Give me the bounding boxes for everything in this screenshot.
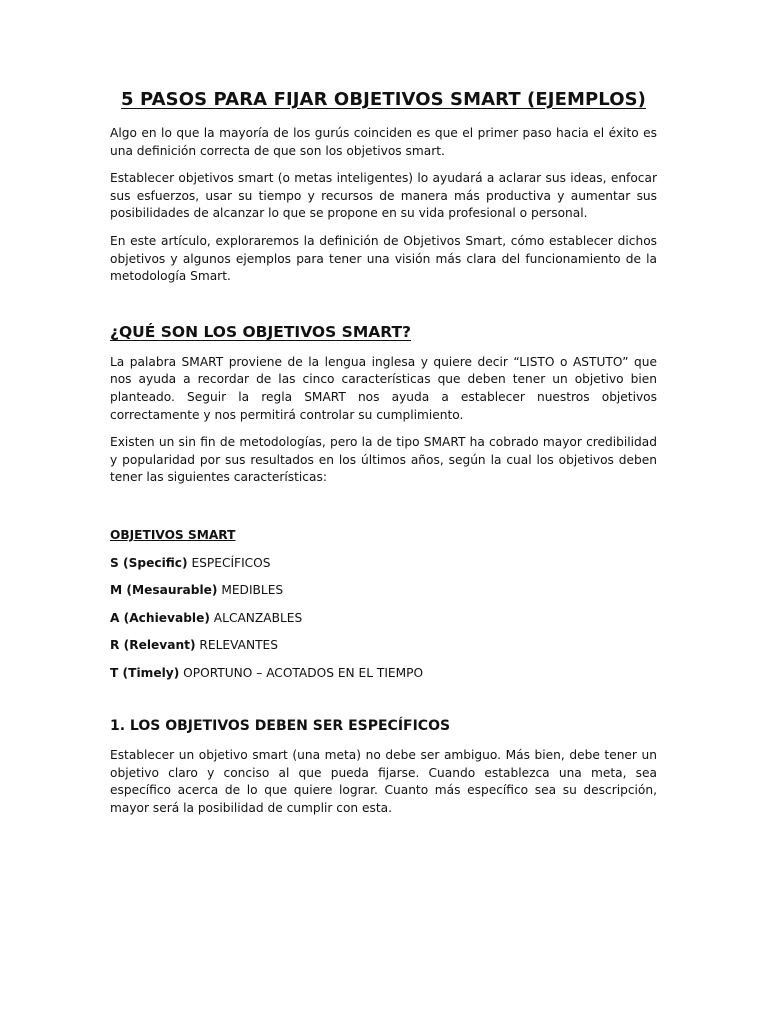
smart-item-value: OPORTUNO – ACOTADOS EN EL TIEMPO	[179, 665, 424, 680]
smart-item-value: ALCANZABLES	[209, 610, 303, 625]
smart-item-key: M (Mesaurable)	[110, 583, 218, 598]
smart-item-m	[110, 582, 657, 599]
smart-item-key: A (Achievable)	[110, 610, 210, 625]
intro-paragraph-3: En este artículo, exploraremos la definición de Objetivos Smart, cómo establecer dichos objetivos y algunos ejemplos para tener una visión más clara del funcionamiento de la metodología Smart.	[110, 233, 657, 284]
smart-list-heading: OBJETIVOS SMART	[110, 527, 236, 542]
intro-paragraph-1: Algo en lo que la mayoría de los gurús coinciden es que el primer paso hacia el éxito es una definición correcta de que son los objetivos smart.	[110, 126, 657, 158]
smart-item-r	[110, 637, 657, 654]
smart-item-value: MEDIBLES	[217, 583, 284, 598]
section1-paragraph-2: Existen un sin fin de metodologías, pero la de tipo SMART ha cobrado mayor credibilidad y popularidad por sus resultados en los últimos años, según la cual los objetivos deben tener las siguientes características:	[110, 435, 657, 485]
smart-item-key: S (Specific)	[110, 555, 188, 570]
smart-item-s	[110, 555, 657, 572]
section-heading-specific: 1. LOS OBJETIVOS DEBEN SER ESPECÍFICOS	[110, 717, 451, 734]
section2-paragraph: Establecer un objetivo smart (una meta) no debe ser ambiguo. Más bien, debe tener un objetivo claro y conciso al que pueda fijarse. Cuando establezca una meta, sea específico acerca de lo que quiere lograr. Cuanto más específico sea su descripción, mayor será la posibilidad de cumplir con esta.	[110, 747, 657, 815]
section1-paragraph-1: La palabra SMART proviene de la lengua inglesa y quiere decir “LISTO o ASTUTO” que nos ayuda a recordar de las cinco características que deben tener un objetivo bien planteado. Seguir la regla SMART nos ayuda a establecer nuestros objetivos correctamente y nos permitirá controlar su cumplimiento.	[110, 354, 657, 422]
smart-item-a	[110, 610, 657, 627]
document-title: 5 PASOS PARA FIJAR OBJETIVOS SMART (EJEMPLOS)	[120, 89, 646, 110]
smart-item-value: RELEVANTES	[195, 638, 278, 653]
smart-item-key: R (Relevant)	[110, 638, 196, 653]
section-heading-what-are-smart: ¿QUÉ SON LOS OBJETIVOS SMART?	[110, 322, 412, 341]
smart-item-value: ESPECÍFICOS	[187, 555, 271, 570]
smart-item-key: T (Timely)	[110, 665, 180, 680]
smart-item-t	[110, 665, 657, 682]
intro-paragraph-2: Establecer objetivos smart (o metas inteligentes) lo ayudará a aclarar sus ideas, enfocar sus esfuerzos, usar su tiempo y recursos de manera más productiva y aumentar sus posibilidades de alcanzar lo que se propone en su vida profesional o personal.	[110, 171, 657, 221]
